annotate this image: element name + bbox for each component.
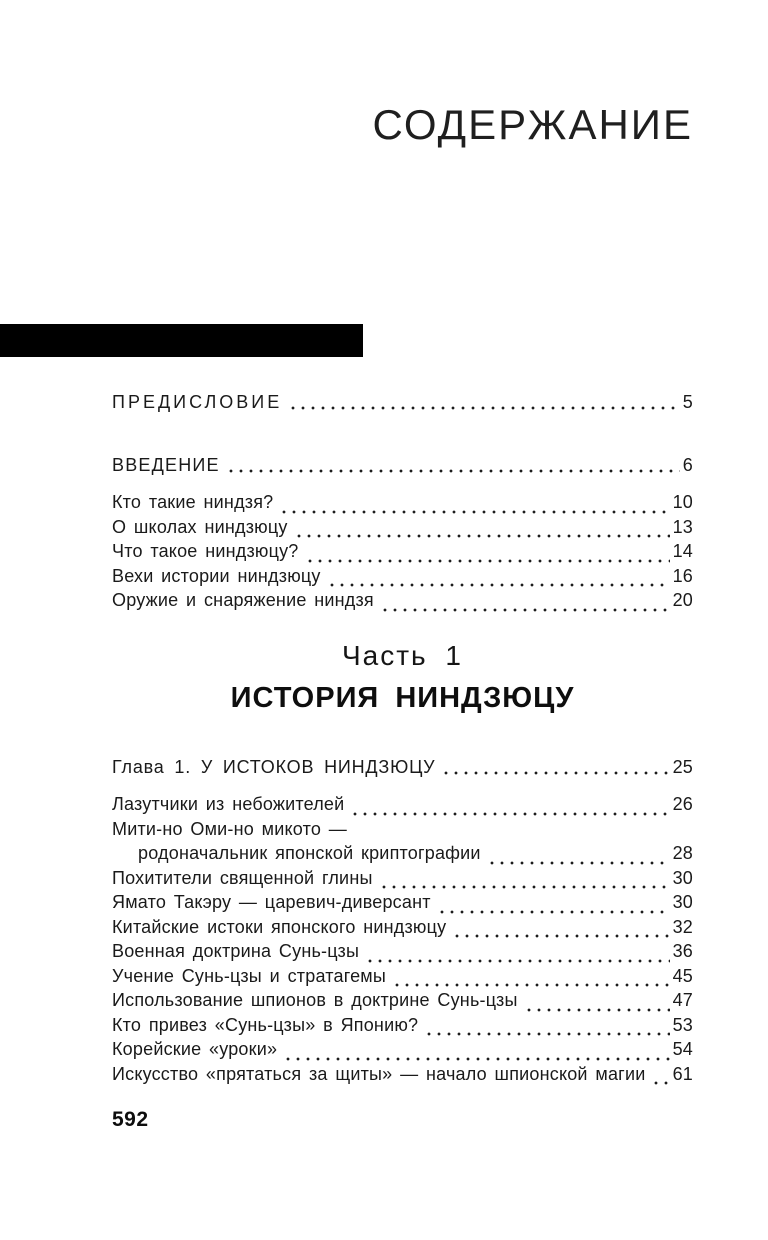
entry-label: Китайские истоки японского ниндзюцу (112, 916, 447, 937)
dot-leader (392, 983, 670, 987)
entry-page-number: 13 (672, 516, 693, 537)
entry-page-number: 61 (672, 1063, 693, 1084)
dot-leader (441, 771, 669, 775)
entry-page-number: 26 (672, 794, 693, 814)
toc-entry (112, 517, 693, 542)
toc-entry (112, 1064, 693, 1089)
dot-leader (380, 608, 670, 612)
entry-label: Ямато Такэру — царевич-диверсант (112, 892, 431, 912)
toc-entry (112, 492, 693, 517)
entry-page-number: 54 (672, 1039, 693, 1059)
entry-label: Искусство «прятаться за щиты» — начало шпионской магии (112, 1063, 646, 1084)
toc-chapter-list (112, 794, 693, 1088)
entry-page-number: 14 (672, 541, 693, 562)
toc-entry-chapter-1 (112, 757, 693, 778)
dot-leader (437, 910, 670, 914)
entry-page-number: 53 (672, 1014, 693, 1035)
toc-entry (112, 794, 693, 819)
dot-leader (327, 583, 670, 587)
entry-label: Учение Сунь-цзы и стратагемы (112, 965, 387, 986)
entry-page-number: 10 (672, 492, 693, 512)
entry-page-number: 6 (682, 455, 693, 475)
entry-page-number: 30 (672, 892, 693, 912)
toc-entry-introduction (112, 455, 693, 476)
toc-entry (112, 941, 693, 966)
entry-label: Лазутчики из небожителей (112, 794, 345, 814)
toc-entry (112, 1015, 693, 1040)
entry-label: Глава 1. У ИСТОКОВ НИНДЗЮЦУ (112, 757, 436, 777)
entry-page-number: 28 (672, 843, 693, 863)
dot-leader (524, 1008, 670, 1012)
dot-leader (379, 885, 670, 889)
entry-label: Похитители священной глины (112, 867, 373, 888)
toc-entry (112, 917, 693, 942)
dot-leader (283, 1057, 669, 1061)
entry-label: ПРЕДИСЛОВИЕ (112, 392, 283, 412)
entry-label: родоначальник японской криптографии (138, 843, 481, 863)
dot-leader (452, 934, 669, 938)
toc-entry-preface (112, 392, 693, 413)
entry-label: Мити-но Оми-но микото — (112, 818, 347, 839)
entry-label: О школах ниндзюцу (112, 516, 288, 537)
entry-label: Кто привез «Сунь-цзы» в Японию? (112, 1014, 419, 1035)
black-redaction-bar (0, 324, 363, 357)
entry-page-number: 25 (672, 757, 693, 777)
entry-page-number: 5 (682, 392, 693, 412)
entry-page-number: 36 (672, 941, 693, 961)
dot-leader (226, 469, 680, 473)
entry-page-number: 45 (672, 965, 693, 986)
toc-entry (112, 819, 693, 844)
dot-leader (288, 406, 680, 410)
toc-entry (112, 541, 693, 566)
toc-intro-list (112, 492, 693, 615)
entry-label: Кто такие ниндзя? (112, 492, 274, 512)
entry-page-number: 32 (672, 916, 693, 937)
page-title: СОДЕРЖАНИЕ (372, 101, 693, 148)
folio-page-number: 592 (112, 1108, 149, 1131)
part-title: ИСТОРИЯ НИНДЗЮЦУ (230, 682, 575, 714)
entry-page-number: 30 (672, 867, 693, 888)
entry-label: Военная доктрина Сунь-цзы (112, 941, 360, 961)
entry-page-number: 20 (672, 590, 693, 611)
entry-label: Что такое ниндзюцу? (112, 541, 299, 562)
dot-leader (305, 559, 670, 563)
toc-entry (112, 590, 693, 615)
part-heading (112, 640, 693, 715)
toc-entry (112, 990, 693, 1015)
dot-leader (365, 959, 669, 963)
entry-label: Оружие и снаряжение ниндзя (112, 590, 374, 611)
toc-entry (112, 966, 693, 991)
dot-leader (651, 1081, 669, 1085)
dot-leader (294, 534, 670, 538)
toc-entry (112, 843, 693, 868)
entry-label: Корейские «уроки» (112, 1039, 278, 1059)
dot-leader (279, 510, 669, 514)
toc-entry (112, 566, 693, 591)
dot-leader (424, 1032, 669, 1036)
entry-page-number: 47 (672, 990, 693, 1010)
part-number: Часть 1 (342, 640, 463, 671)
entry-label: Использование шпионов в доктрине Сунь-цзы (112, 990, 518, 1010)
dot-leader (350, 812, 669, 816)
entry-label: ВВЕДЕНИЕ (112, 455, 220, 475)
dot-leader (353, 836, 690, 840)
entry-page-number: 16 (672, 565, 693, 586)
toc-entry (112, 892, 693, 917)
toc-entry (112, 868, 693, 893)
toc-entry (112, 1039, 693, 1064)
dot-leader (487, 861, 670, 865)
entry-label: Вехи истории ниндзюцу (112, 565, 321, 586)
